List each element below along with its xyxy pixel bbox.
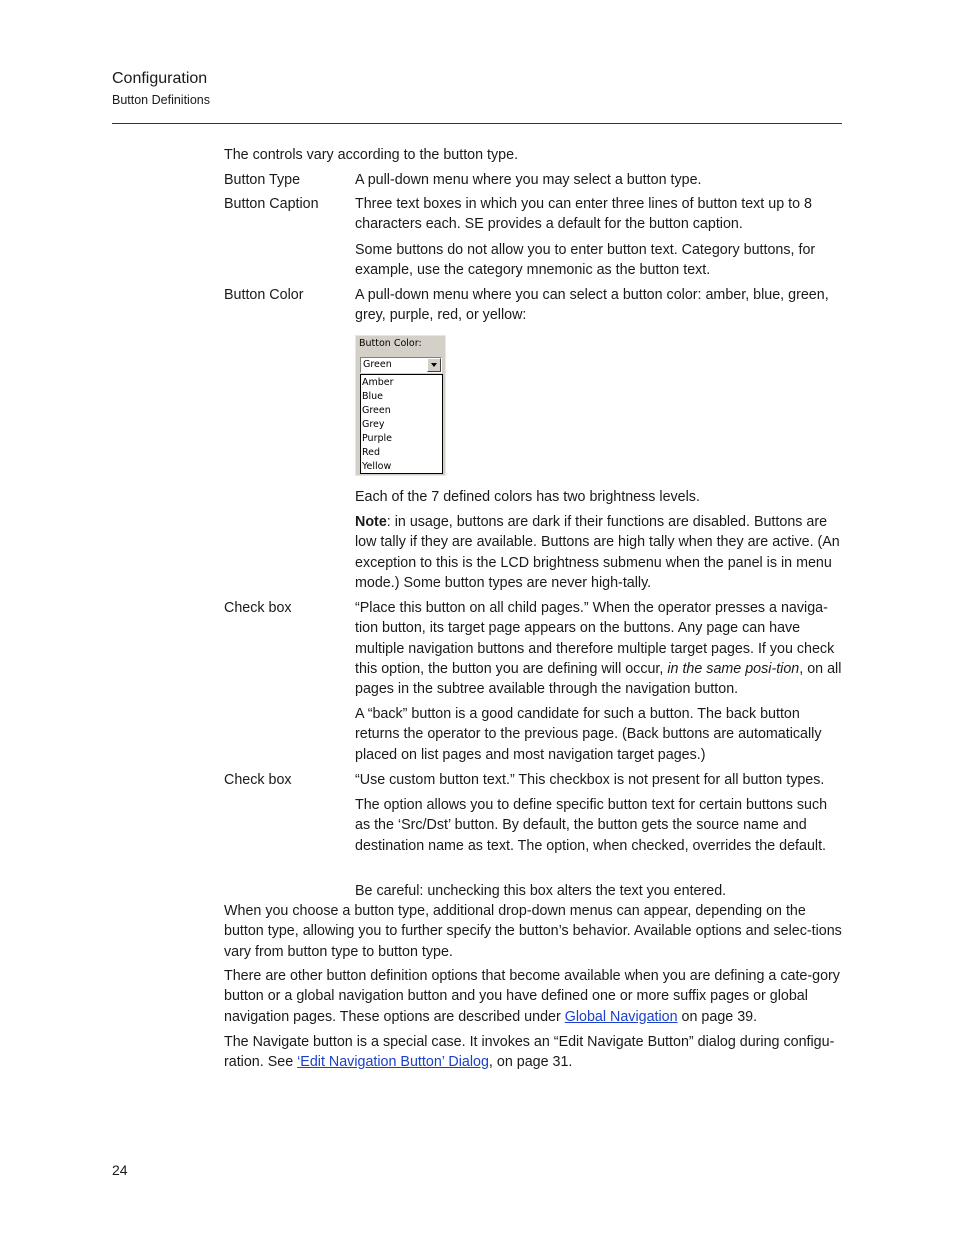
term-check-box-2: Check box [224, 772, 292, 788]
body-paragraph-2 [224, 966, 844, 1027]
page-number: 24 [112, 1162, 128, 1178]
def-button-color-note [355, 512, 845, 593]
body-paragraph-3 [224, 1032, 844, 1073]
intro-text: The controls vary according to the button type. [224, 147, 519, 163]
def-check-box-2-p2: The option allows you to define specific button text for certain buttons such as the ‘Src/Dst’ button. By default, the button gets the source name and destination name as text. The option, when checked, overrides the default. [355, 797, 828, 854]
chevron-down-icon [431, 363, 437, 367]
dropdown-button[interactable] [427, 358, 441, 372]
edit-navigation-button-link[interactable]: ‘Edit Navigation Button’ Dialog [297, 1054, 489, 1071]
p2-text-b: on page 39. [677, 1008, 758, 1025]
body-paragraph-1: When you choose a button type, additional drop-down menus can appear, depending on the button type, allowing you to further specify the button’s behavior. Available options and selec-tions vary from button type to button type. [224, 903, 842, 960]
button-color-select[interactable] [360, 357, 442, 373]
p3-text-a: The Navigate button is a special case. It invokes an “Edit Navigate Button” dialog during configu-ration. See [224, 1034, 835, 1071]
cb1-text-b: , on all pages in the subtree available through the navigation button. [355, 660, 842, 698]
def-check-box-1-p1 [355, 598, 845, 699]
def-button-color-p2: Each of the 7 defined colors has two brightness levels. [355, 489, 700, 505]
note-text: : in usage, buttons are dark if their functions are disabled. Buttons are low tally if they are available. Buttons are high tally when they are active. (An exception to this is the LCD brightness submenu when the panel is in menu mode.) Some button types are never high-tally. [355, 514, 840, 591]
button-color-widget [355, 335, 446, 476]
def-button-caption-p1: Three text boxes in which you can enter three lines of button text up to 8 characters each. SE provides a default for the button caption. [355, 196, 812, 233]
color-option-blue[interactable]: Blue [362, 391, 384, 402]
def-check-box-2-p3: Be careful: unchecking this box alters the text you entered. [355, 883, 727, 899]
color-option-purple[interactable]: Purple [362, 433, 393, 444]
p3-text-b: , on page 31. [488, 1054, 573, 1071]
cb1-text-a: “Place this button on all child pages.” When the operator presses a naviga-tion button, its target page appears on the buttons. Any page can have multiple navigation buttons and therefore multiple target pages. If you check this option, the button you are defining will occur, [355, 600, 835, 677]
chapter-title: Configuration [112, 70, 208, 87]
p2-text-a: There are other button definition options that become available when you are defining a cate-gory button or a global navigation button and you have defined one or more suffix pages or global navigation pages. These options are described under [224, 968, 840, 1025]
term-button-type: Button Type [224, 172, 301, 188]
def-button-color-p1: A pull-down menu where you can select a button color: amber, blue, green, grey, purple, red, or yellow: [355, 287, 829, 324]
def-button-caption-p2: Some buttons do not allow you to enter button text. Category buttons, for example, use the category mnemonic as the button text. [355, 242, 816, 279]
term-button-color: Button Color [224, 287, 304, 303]
color-option-amber[interactable]: Amber [362, 377, 394, 388]
color-option-green[interactable]: Green [362, 405, 391, 416]
button-color-options-list [360, 374, 443, 474]
global-navigation-link[interactable]: Global Navigation [564, 1008, 678, 1025]
def-check-box-2-p1: “Use custom button text.” This checkbox is not present for all button types. [355, 772, 825, 788]
color-option-red[interactable]: Red [362, 447, 381, 458]
color-option-yellow[interactable]: Yellow [362, 461, 392, 472]
def-button-type: A pull-down menu where you may select a button type. [355, 172, 702, 188]
note-label: Note [355, 514, 387, 530]
term-button-caption: Button Caption [224, 196, 319, 212]
cb1-text-italic: in the same posi-tion [667, 660, 800, 677]
header-rule [112, 123, 842, 124]
button-color-label: Button Color: [359, 338, 422, 349]
color-option-grey[interactable]: Grey [362, 419, 385, 430]
def-check-box-1-p2: A “back” button is a good candidate for such a button. The back button returns the operator to the previous page. (Back buttons are automatically placed on list pages and most navigation target pages.) [355, 706, 822, 763]
button-color-selected: Green [363, 359, 392, 370]
term-check-box-1: Check box [224, 600, 292, 616]
section-subtitle: Button Definitions [112, 93, 210, 107]
